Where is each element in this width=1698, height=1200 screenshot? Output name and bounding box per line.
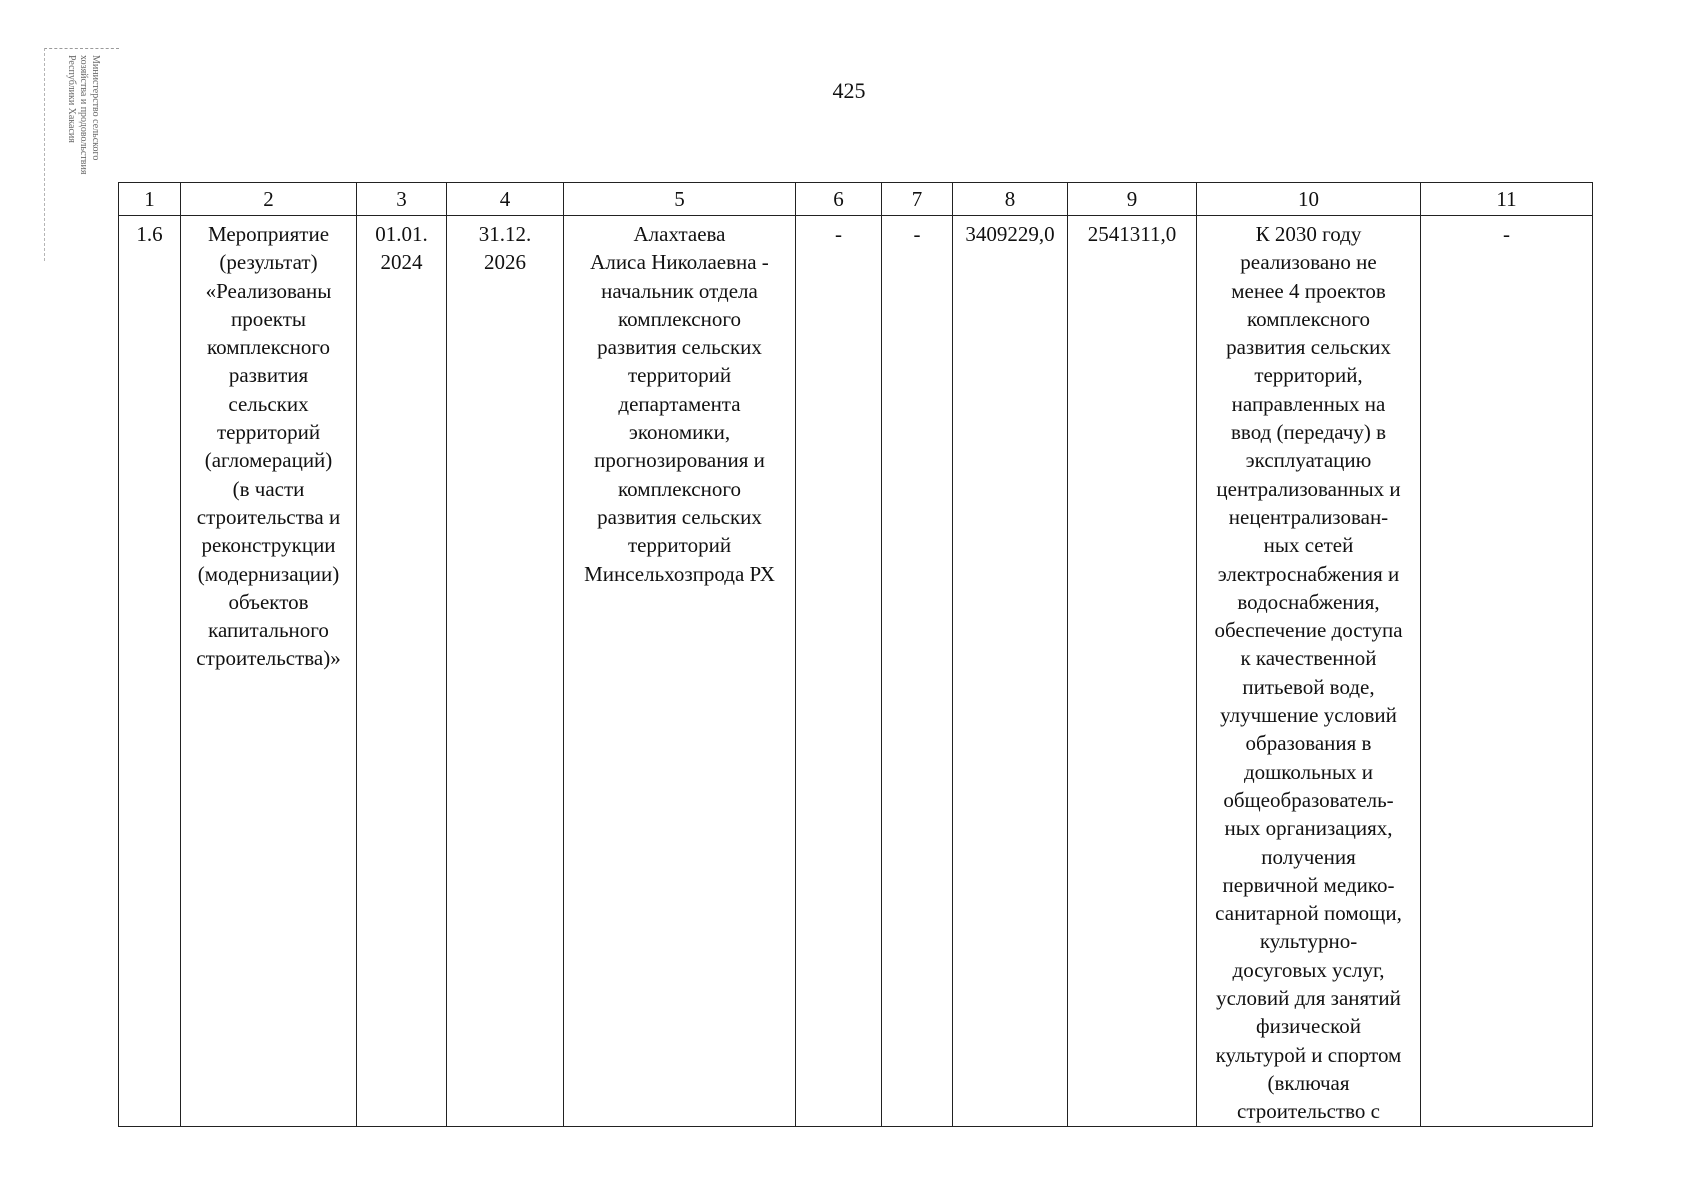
text-line: направленных на xyxy=(1231,391,1386,416)
text-line: «Реализованы xyxy=(205,278,332,303)
expected-result-text xyxy=(1199,220,1418,1126)
text-line: образования в xyxy=(1245,731,1372,756)
text-line: централизованных и xyxy=(1216,476,1401,501)
column-6-cell: - xyxy=(796,216,882,1127)
text-line: строительства)» xyxy=(196,646,341,671)
text-line: общеобразователь- xyxy=(1223,787,1394,812)
text-line: Алахтаева xyxy=(633,222,726,246)
text-line: развития сельских xyxy=(597,335,762,360)
text-line: менее 4 проектов xyxy=(1231,278,1386,303)
expected-result-cell xyxy=(1197,216,1421,1127)
start-date-cell xyxy=(357,216,447,1127)
text-line: дошкольных и xyxy=(1243,759,1374,784)
text-line: электроснабжения и xyxy=(1217,561,1400,586)
activities-table xyxy=(118,182,1593,1127)
column-header: 1 xyxy=(119,183,181,216)
text-line: ных организациях, xyxy=(1224,816,1393,841)
text-line: 31.12. xyxy=(478,222,532,246)
text-line: К 2030 году xyxy=(1255,222,1362,246)
text-line: строительства и xyxy=(196,504,341,529)
text-line: 2024 xyxy=(380,250,423,275)
text-line: развития сельских xyxy=(1226,335,1391,360)
text-line: проекты xyxy=(230,306,307,331)
text-line: санитарной помощи, xyxy=(1215,901,1402,926)
amount-8-cell: 3409229,0 xyxy=(953,216,1068,1127)
text-line: комплексного xyxy=(207,335,330,360)
text-line: реализовано не xyxy=(1240,250,1377,275)
text-line: досуговых услуг, xyxy=(1232,957,1385,982)
text-line: объектов xyxy=(228,589,309,614)
text-line: развития xyxy=(228,363,309,388)
text-line: условий для занятий xyxy=(1216,986,1401,1011)
text-line: улучшение условий xyxy=(1220,703,1397,728)
text-line: строительство с xyxy=(1237,1099,1380,1124)
start-date-text xyxy=(359,220,444,277)
responsible-person-text xyxy=(566,220,793,588)
text-line: Минсельхозпрода РХ xyxy=(584,561,775,586)
text-line: (результат) xyxy=(219,250,318,275)
text-line: обеспечение доступа xyxy=(1214,618,1403,643)
end-date-text xyxy=(449,220,561,277)
text-line: ных сетей xyxy=(1263,533,1354,558)
text-line: физической xyxy=(1256,1014,1361,1039)
text-line: (в части xyxy=(232,476,305,501)
text-line: 01.01. xyxy=(375,222,428,246)
text-line: первичной медико- xyxy=(1222,872,1395,897)
text-line: капитального xyxy=(208,618,329,643)
text-line: начальник отдела xyxy=(601,278,758,303)
text-line: прогнозирования и xyxy=(594,448,765,473)
amount-9-cell: 2541311,0 xyxy=(1068,216,1197,1127)
stamp-line: Министерство сельского xyxy=(90,55,101,161)
text-line: территорий xyxy=(627,533,732,558)
text-line: водоснабжения, xyxy=(1237,589,1380,614)
text-line: эксплуатацию xyxy=(1245,448,1372,473)
column-header: 2 xyxy=(181,183,357,216)
text-line: (модернизации) xyxy=(197,561,340,586)
text-line: Мероприятие xyxy=(207,222,330,246)
text-line: питьевой воде, xyxy=(1242,674,1375,699)
text-line: департамента xyxy=(618,391,741,416)
column-header: 11 xyxy=(1421,183,1593,216)
text-line: сельских xyxy=(228,391,309,416)
text-line: комплексного xyxy=(618,476,741,501)
text-line: к качественной xyxy=(1240,646,1377,671)
text-line: культурно- xyxy=(1259,929,1358,954)
text-line: ввод (передачу) в xyxy=(1231,420,1386,445)
text-line: комплексного xyxy=(618,306,741,331)
column-header: 7 xyxy=(882,183,953,216)
column-11-cell: - xyxy=(1421,216,1593,1127)
activity-name-cell xyxy=(181,216,357,1127)
text-line: культурой и спортом xyxy=(1215,1042,1402,1067)
text-line: получения xyxy=(1261,844,1356,869)
text-line: реконструкции xyxy=(201,533,336,558)
text-line: 2026 xyxy=(484,250,526,275)
text-line: нецентрализован- xyxy=(1228,504,1389,529)
column-header: 9 xyxy=(1068,183,1197,216)
column-header: 5 xyxy=(564,183,796,216)
responsible-person-cell xyxy=(564,216,796,1127)
text-line: территорий xyxy=(216,420,321,445)
column-header: 4 xyxy=(447,183,564,216)
column-header: 10 xyxy=(1197,183,1421,216)
activity-name-text xyxy=(183,220,354,673)
text-line: территорий xyxy=(627,363,732,388)
text-line: развития сельских xyxy=(597,504,762,529)
text-line: (включая xyxy=(1267,1070,1350,1095)
header-row xyxy=(119,183,1593,216)
item-number-cell: 1.6 xyxy=(119,216,181,1127)
text-line: Алиса Николаевна - xyxy=(590,250,769,275)
stamp-line: Республики Хакасия xyxy=(66,55,77,143)
column-7-cell: - xyxy=(882,216,953,1127)
text-line: (агломераций) xyxy=(204,448,333,473)
column-header: 8 xyxy=(953,183,1068,216)
table-row xyxy=(119,216,1593,1127)
text-line: экономики, xyxy=(628,420,731,445)
column-header: 6 xyxy=(796,183,882,216)
text-line: территорий, xyxy=(1254,363,1363,388)
page-number: 425 xyxy=(832,78,866,103)
end-date-cell xyxy=(447,216,564,1127)
text-line: комплексного xyxy=(1247,306,1370,331)
column-header: 3 xyxy=(357,183,447,216)
stamp-line: хозяйства и продовольствия xyxy=(78,55,89,175)
